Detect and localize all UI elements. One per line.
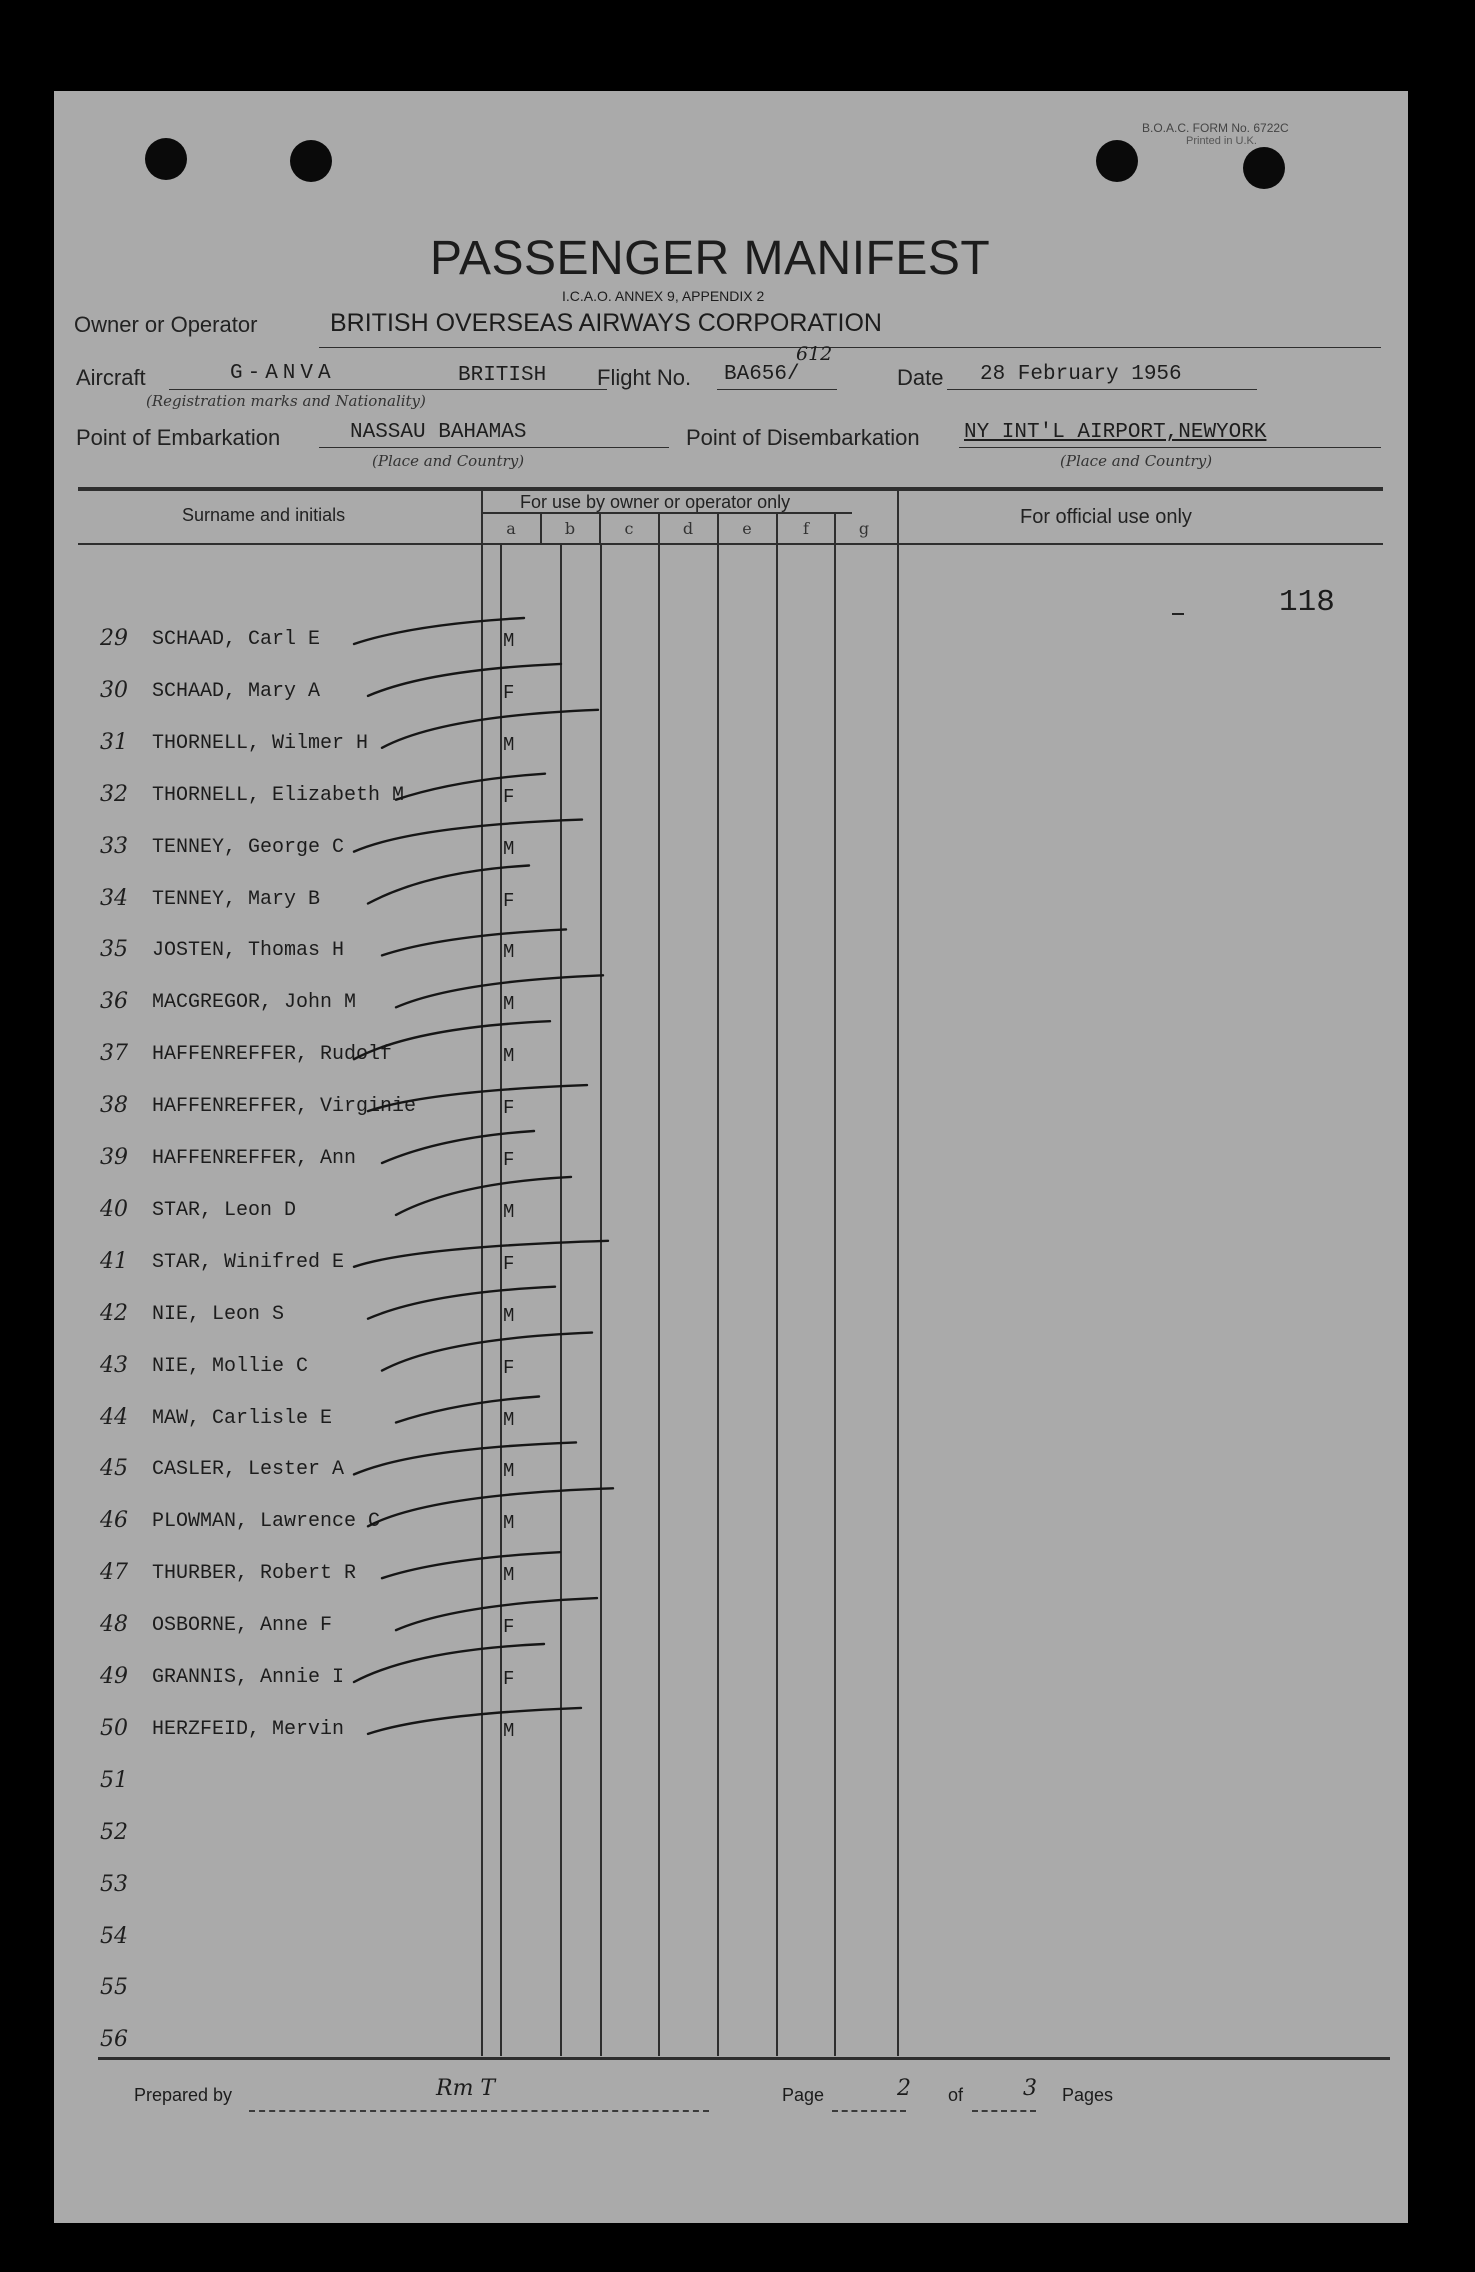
row-number: 30 [100,677,128,703]
prepared-by-signature: Rm T [436,2076,496,2101]
row-number: 48 [100,1612,128,1638]
col-header-c: c [624,519,634,538]
embarkation-label: Point of Embarkation [76,425,281,450]
passenger-name: GRANNIS, Annie I [152,1666,345,1689]
passenger-name: PLOWMAN, Lawrence C [152,1510,381,1534]
check-mark-stroke [382,1131,534,1163]
passenger-sex: F [503,1097,515,1120]
date-value: 28 February 1956 [980,363,1182,386]
aircraft-label: Aircraft [76,365,146,390]
check-mark-stroke [368,1488,613,1526]
row-number: 40 [100,1196,128,1222]
check-mark-stroke [396,1598,597,1630]
row-number: 33 [100,833,128,859]
flight-label: Flight No. [597,365,692,390]
check-mark-stroke [396,975,603,1007]
check-mark-stroke [368,866,529,904]
passenger-sex: M [503,1460,515,1483]
prepared-by-label: Prepared by [134,2085,233,2105]
passenger-sex: F [503,1252,515,1275]
passenger-name: TENNEY, George C [152,835,345,859]
aircraft-caption: (Registration marks and Nationality) [146,392,426,410]
row-number: 51 [100,1767,128,1793]
disembarkation-caption: (Place and Country) [1060,452,1213,470]
official-note: 118 [1279,585,1335,620]
page-label: Page [782,2085,825,2105]
row-number: 34 [100,885,128,911]
passenger-name: THORNELL, Wilmer H [152,731,369,755]
check-mark-stroke [382,929,566,955]
passenger-name: CASLER, Lester A [152,1458,345,1482]
row-number: 54 [100,1923,128,1949]
passenger-sex: M [503,993,515,1016]
passenger-sex: M [503,837,515,860]
row-number: 47 [100,1560,128,1586]
row-number: 36 [100,989,128,1015]
row-number: 35 [100,937,128,963]
passenger-sex: F [503,1356,515,1379]
owner-value: BRITISH OVERSEAS AIRWAYS CORPORATION [330,309,882,337]
check-mark-stroke [354,1644,544,1682]
check-mark-stroke [368,664,561,696]
check-mark-stroke [354,1442,576,1474]
page-number: 2 [897,2076,911,2101]
passenger-sex: F [503,681,515,704]
col-header-b: b [564,519,576,538]
check-mark-stroke [396,774,545,800]
passenger-name: STAR, Leon D [152,1198,297,1222]
passenger-name: TENNEY, Mary B [152,887,321,911]
passenger-sex: M [503,1045,515,1068]
check-mark-stroke [354,1021,550,1059]
flight-number: BA656/ [724,363,800,386]
passenger-name: OSBORNE, Anne F [152,1614,333,1638]
row-number: 32 [100,781,128,807]
col-header-a: a [506,519,516,538]
check-mark-stroke [382,1552,560,1578]
row-number: 29 [100,626,128,651]
passenger-sex: M [503,630,515,652]
passenger-sex: M [503,1304,515,1327]
row-number: 37 [100,1041,128,1067]
manifest-sheet [54,91,1408,2223]
passenger-sex: M [503,1512,515,1535]
check-mark-stroke [354,820,582,852]
owner-use-header: For use by owner or operator only [520,492,791,512]
row-number: 31 [100,729,128,755]
passenger-name: HAFFENREFFER, Ann [152,1147,357,1170]
row-number: 46 [100,1508,128,1534]
passenger-sex: M [503,1564,515,1587]
disembarkation-value: NY INT'L AIRPORT,NEWYORK [964,421,1267,444]
row-number: 39 [100,1145,128,1170]
check-marks [54,91,1408,2223]
row-number: 50 [100,1715,128,1741]
check-mark-stroke [382,710,598,748]
owner-label: Owner or Operator [74,312,258,337]
row-number: 42 [100,1300,128,1326]
embarkation-value: NASSAU BAHAMAS [350,421,527,444]
surname-header: Surname and initials [182,505,346,525]
check-mark-stroke [368,1085,587,1111]
row-number: 55 [100,1975,128,2001]
passenger-sex: M [503,1200,515,1223]
passenger-name: SCHAAD, Mary A [152,679,321,703]
check-mark-stroke [382,1333,592,1371]
row-number: 41 [100,1248,128,1274]
row-number: 49 [100,1664,128,1689]
check-mark-stroke [354,618,524,644]
passenger-name: STAR, Winifred E [152,1250,345,1274]
check-mark-stroke [368,1287,555,1319]
aircraft-nationality: BRITISH [458,364,547,387]
passenger-name: HAFFENREFFER, Rudolf [152,1043,393,1067]
col-header-d: d [682,519,694,538]
passenger-sex: F [503,889,515,912]
passenger-name: MAW, Carlisle E [152,1406,333,1430]
passenger-sex: F [503,1668,515,1690]
prepared-by-rule [249,2110,709,2112]
official-use-header: For official use only [1020,506,1192,528]
row-number: 38 [100,1093,128,1119]
row-number: 45 [100,1456,128,1482]
embarkation-caption: (Place and Country) [372,452,525,470]
passenger-name: SCHAAD, Carl E [152,628,321,651]
passenger-name: HERZFEID, Mervin [152,1717,345,1741]
disembarkation-label: Point of Disembarkation [686,425,920,450]
check-mark-stroke [396,1177,571,1215]
pages-label: Pages [1062,2085,1114,2105]
page-total: 3 [1023,2076,1037,2101]
passenger-sex: M [503,733,515,756]
passenger-sex: F [503,1616,515,1639]
passenger-name: THURBER, Robert R [152,1562,357,1586]
check-mark-stroke [368,1708,581,1734]
date-label: Date [897,365,944,390]
page-rule [832,2110,906,2112]
form-printed: Printed in U.K. [1186,135,1257,147]
check-mark-stroke [354,1241,608,1267]
passenger-sex: F [503,785,515,808]
page-subtitle: I.C.A.O. ANNEX 9, APPENDIX 2 [562,288,765,304]
col-header-f: f [803,519,809,538]
passenger-name: JOSTEN, Thomas H [152,939,345,963]
page-title: PASSENGER MANIFEST [430,232,991,285]
passenger-name: MACGREGOR, John M [152,991,357,1015]
row-number: 43 [100,1352,128,1378]
passenger-sex: M [503,1408,515,1431]
row-number: 56 [100,2027,128,2053]
page-total-rule [972,2110,1036,2112]
passenger-sex: M [503,941,515,964]
col-header-g: g [858,519,870,538]
passenger-name: NIE, Leon S [152,1302,285,1326]
passenger-sex: M [503,1719,515,1742]
form-number: B.O.A.C. FORM No. 6722C [1142,121,1289,135]
page-of-label: of [948,2085,964,2105]
passenger-name: THORNELL, Elizabeth M [152,783,405,807]
row-number: 52 [100,1819,128,1845]
check-mark-stroke [396,1397,539,1423]
row-number: 44 [100,1404,128,1430]
passenger-sex: F [503,1149,515,1171]
aircraft-registration: G-ANVA [230,362,336,385]
col-header-e: e [742,519,752,538]
passenger-name: NIE, Mollie C [152,1354,309,1378]
flight-number-handwritten: 612 [796,343,833,365]
passenger-name: HAFFENREFFER, Virginie [152,1095,417,1119]
row-number: 53 [100,1871,128,1897]
